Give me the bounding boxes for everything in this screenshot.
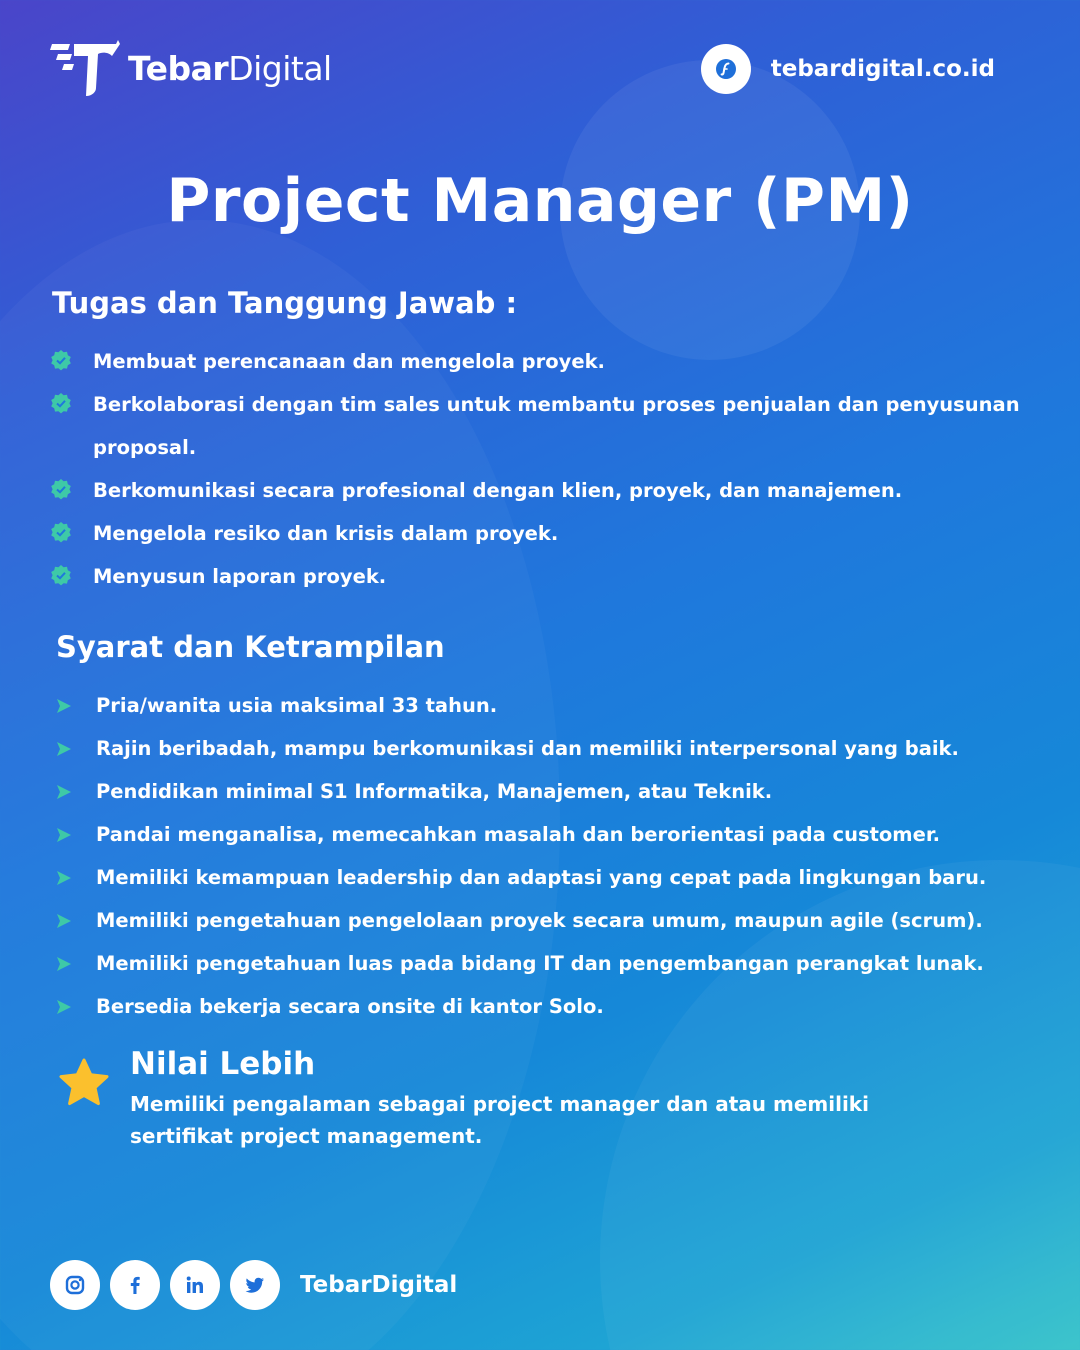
star-icon: [58, 1058, 110, 1108]
play-arrow-icon: [56, 999, 72, 1015]
instagram-button[interactable]: [50, 1260, 100, 1310]
duty-item: [50, 340, 1050, 383]
check-badge-icon: [50, 522, 72, 544]
check-badge-icon: [50, 350, 72, 372]
duty-text: Menyusun laporan proyek.: [93, 565, 387, 588]
duty-item: [50, 512, 1050, 555]
plus-title: Nilai Lebih: [130, 1046, 316, 1082]
brand-logo: [50, 40, 332, 96]
requirement-text: Bersedia bekerja secara onsite di kantor Solo.: [96, 995, 604, 1018]
play-arrow-icon: [56, 698, 72, 714]
play-arrow-icon: [56, 741, 72, 757]
brand-name-bold: Tebar: [128, 48, 229, 88]
play-arrow-icon: [56, 827, 72, 843]
play-arrow-icon: [56, 913, 72, 929]
requirement-item: [54, 942, 1064, 985]
duty-item: [50, 469, 1050, 512]
requirement-text: Memiliki kemampuan leadership dan adaptasi yang cepat pada lingkungan baru.: [96, 866, 987, 889]
requirement-text: Memiliki pengetahuan pengelolaan proyek secara umum, maupun agile (scrum).: [96, 909, 983, 932]
requirement-item: [54, 727, 1064, 770]
duty-item: [50, 383, 1050, 469]
check-badge-icon: [50, 393, 72, 415]
link-icon: [714, 57, 738, 81]
check-badge-icon: [50, 565, 72, 587]
footer-brand-name: TebarDigital: [300, 1272, 458, 1298]
requirement-item: [54, 856, 1064, 899]
requirement-text: Pria/wanita usia maksimal 33 tahun.: [96, 694, 498, 717]
website-icon-circle: [701, 44, 751, 94]
facebook-button[interactable]: [110, 1260, 160, 1310]
duty-text: Mengelola resiko dan krisis dalam proyek.: [93, 522, 559, 545]
requirements-title: Syarat dan Ketrampilan: [56, 630, 445, 664]
requirement-text: Pandai menganalisa, memecahkan masalah dan berorientasi pada customer.: [96, 823, 941, 846]
plus-text: Memiliki pengalaman sebagai project manager dan atau memiliki sertifikat project management.: [130, 1092, 869, 1148]
website-link[interactable]: [701, 44, 995, 94]
requirement-item: [54, 684, 1064, 727]
social-links: [50, 1260, 457, 1310]
requirements-list: [54, 684, 1064, 1028]
requirement-text: Memiliki pengetahuan luas pada bidang IT dan pengembangan perangkat lunak.: [96, 952, 984, 975]
check-badge-icon: [50, 479, 72, 501]
facebook-icon: [124, 1274, 146, 1296]
play-arrow-icon: [56, 784, 72, 800]
requirement-text: Rajin beribadah, mampu berkomunikasi dan memiliki interpersonal yang baik.: [96, 737, 959, 760]
duty-text: Membuat perencanaan dan mengelola proyek.: [93, 350, 605, 373]
linkedin-icon: [184, 1274, 206, 1296]
page-title: Project Manager (PM): [166, 166, 914, 236]
requirement-item: [54, 813, 1064, 856]
website-url[interactable]: tebardigital.co.id: [770, 56, 995, 82]
linkedin-button[interactable]: [170, 1260, 220, 1310]
requirement-text: Pendidikan minimal S1 Informatika, Manajemen, atau Teknik.: [96, 780, 773, 803]
twitter-button[interactable]: [230, 1260, 280, 1310]
duties-list: [50, 340, 1050, 598]
duty-text: Berkolaborasi dengan tim sales untuk membantu proses penjualan dan penyusunan proposal.: [93, 393, 1020, 459]
instagram-icon: [64, 1274, 86, 1296]
tebar-logo-icon: [50, 40, 120, 96]
brand-name: [128, 49, 332, 88]
duty-text: Berkomunikasi secara profesional dengan klien, proyek, dan manajemen.: [93, 479, 903, 502]
requirement-item: [54, 985, 1064, 1028]
brand-name-light: Digital: [228, 48, 332, 88]
duty-item: [50, 555, 1050, 598]
play-arrow-icon: [56, 870, 72, 886]
twitter-icon: [244, 1274, 266, 1296]
requirement-item: [54, 770, 1064, 813]
duties-title: Tugas dan Tanggung Jawab :: [52, 286, 518, 320]
play-arrow-icon: [56, 956, 72, 972]
requirement-item: [54, 899, 1064, 942]
